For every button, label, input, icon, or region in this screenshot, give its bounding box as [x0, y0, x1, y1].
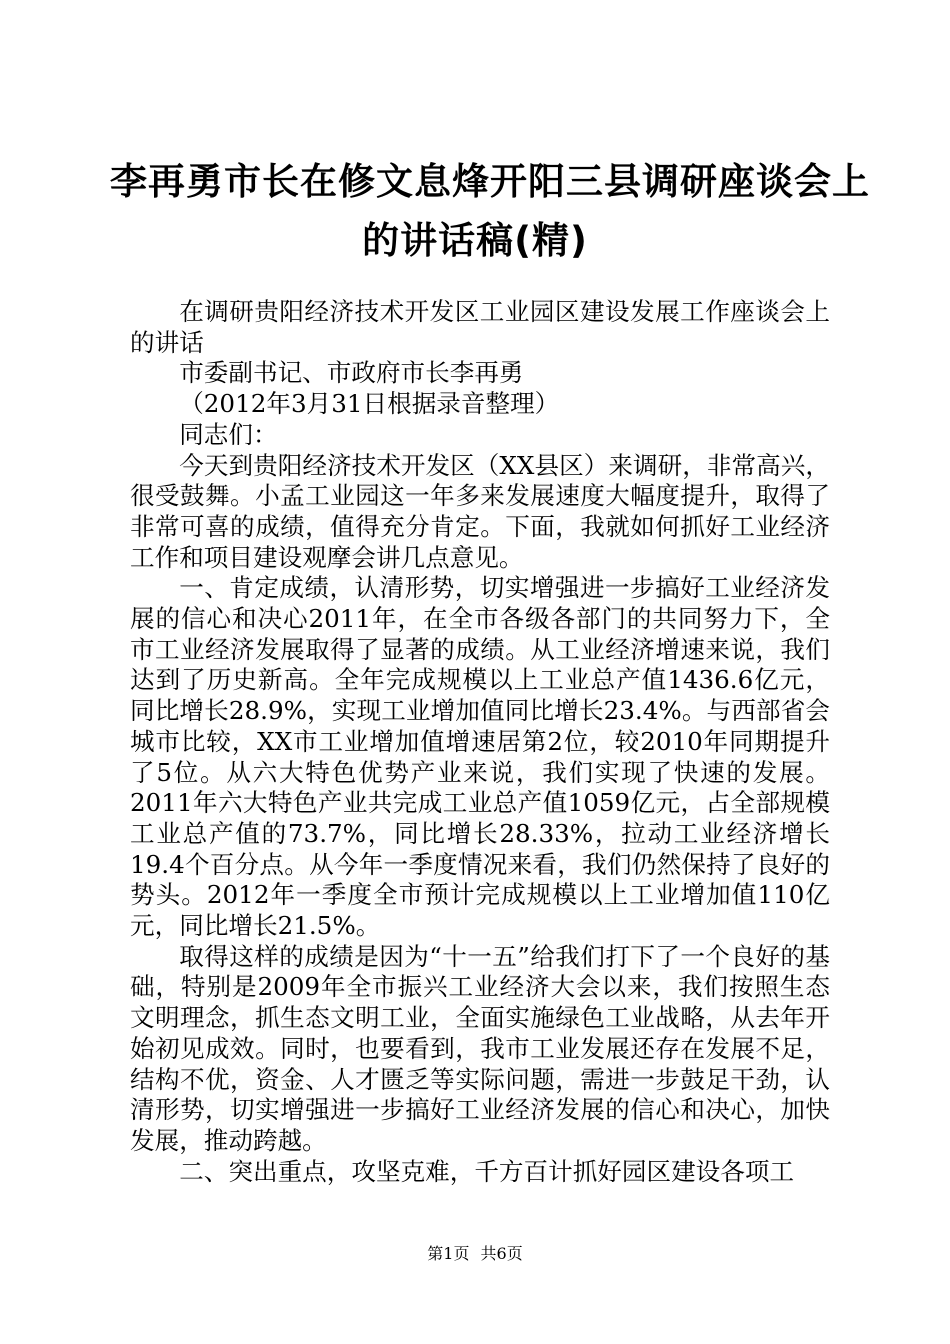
speech-heading: 在调研贵阳经济技术开发区工业园区建设发展工作座谈会上的讲话: [130, 297, 830, 357]
date-note: （2012年3月31日根据录音整理）: [179, 389, 560, 419]
salutation: 同志们：: [179, 419, 278, 449]
body-paragraph: 今天到贵阳经济技术开发区（XX县区）来调研，非常高兴，很受鼓舞。小孟工业园这一年多来发展速度大幅度提升，取得了非常可喜的成绩，值得充分肯定。下面，我就如何抓好工业经济工作和项目建设观摩会讲几点意见。: [130, 450, 830, 572]
speaker-line: 市委副书记、市政府市长李再勇: [179, 358, 524, 388]
page-number: 第1页: [427, 1244, 470, 1263]
document-body: [130, 297, 830, 1187]
page-footer: [0, 1246, 950, 1262]
document-title-line-2: 的讲话稿(精): [362, 219, 588, 262]
page-total: 共6页: [480, 1244, 523, 1263]
document-title-line-1: 李再勇市长在修文息烽开阳三县调研座谈会上: [110, 160, 870, 203]
body-paragraph: 取得这样的成绩是因为“十一五”给我们打下了一个良好的基础，特别是2009年全市振兴工业经济大会以来，我们按照生态文明理念，抓生态文明工业，全面实施绿色工业战略，从去年开始初见成效。同时，也要看到，我市工业发展还存在发展不足，结构不优，资金、人才匮乏等实际问题，需进一步鼓足干劲，认清形势，切实增强进一步搞好工业经济发展的信心和决心，加快发展，推动跨越。: [130, 941, 830, 1155]
body-paragraph: 一、肯定成绩，认清形势，切实增强进一步搞好工业经济发展的信心和决心2011年，在全市各级各部门的共同努力下，全市工业经济发展取得了显著的成绩。从工业经济增速来说，我们达到了历史新高。全年完成规模以上工业总产值1436.6亿元，同比增长28.9%，实现工业增加值同比增长23.4%。与西部省会城市比较，XX市工业增加值增速居第2位，较2010年同期提升了5位。从六大特色优势产业来说，我们实现了快速的发展。2011年六大特色产业共完成工业总产值1059亿元，占全部规模工业总产值的73.7%，同比增长28.33%，拉动工业经济增长19.4个百分点。从今年一季度情况来看，我们仍然保持了良好的势头。2012年一季度全市预计完成规模以上工业增加值110亿元，同比增长21.5%。: [130, 573, 830, 941]
body-paragraph: 二、突出重点，攻坚克难，千方百计抓好园区建设各项工: [179, 1156, 795, 1186]
